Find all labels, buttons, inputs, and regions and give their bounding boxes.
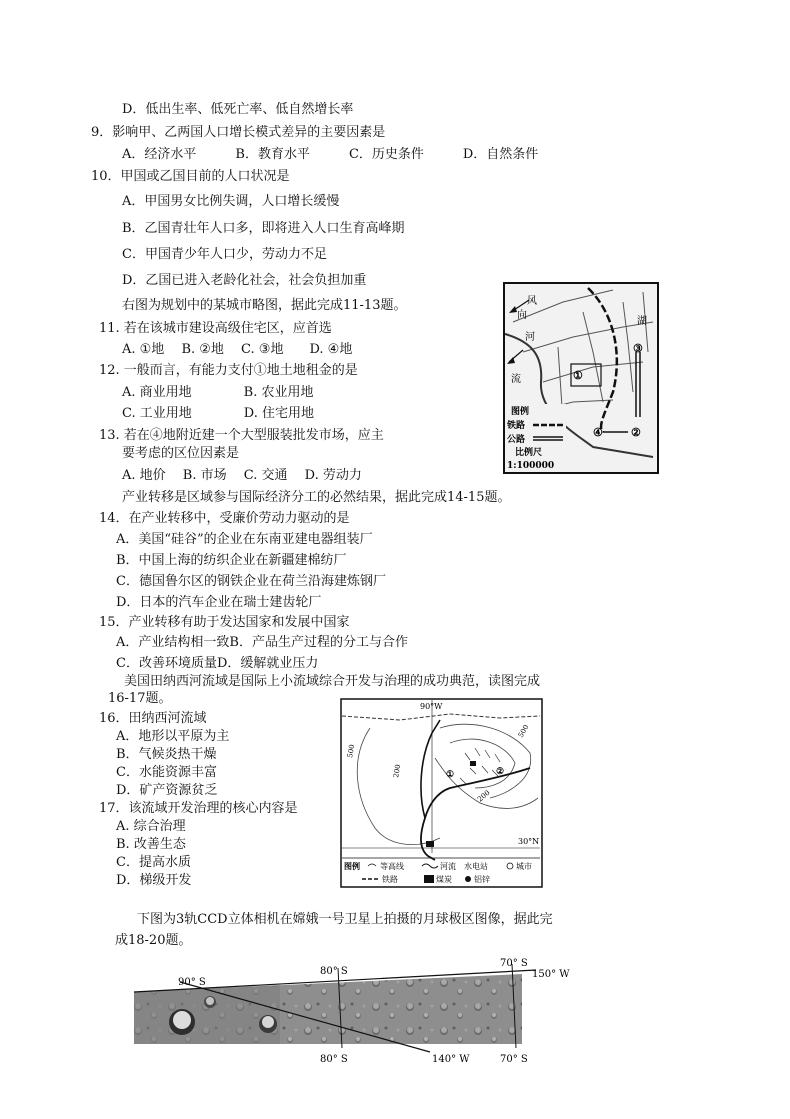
intro-14-15: 产业转移是区域参与国际经济分工的必然结果，据此完成14-15题。 [122, 490, 511, 505]
map-label-he: 河 [525, 332, 535, 343]
map-label-hu: 湖 [637, 316, 647, 327]
question-13-options: A. 地价 B. 市场 C. 交通 D. 劳动力 [122, 468, 362, 483]
contour-label-500-west: 500 [346, 743, 357, 759]
q8-option-d: D．低出生率、低死亡率、低自然增长率 [122, 102, 354, 117]
question-14-option-b: B．中国上海的纺织企业在新疆建棉纺厂 [116, 553, 347, 568]
question-10-option-d: D．乙国已进入老龄化社会，社会负担加重 [122, 273, 367, 288]
intro-18-20-cont: 成18-20题。 [115, 933, 192, 948]
question-13-cont: 要考虑的区位因素是 [122, 446, 240, 461]
label-150w: 150° W [532, 969, 570, 980]
contour-label-500-east: 500 [516, 723, 531, 739]
legend-contour: 等高线 [380, 862, 404, 871]
question-16-option-b: B．气候炎热干燥 [116, 747, 217, 762]
map-marker-3: ③ [633, 342, 643, 355]
label-70s-bottom: 70° S [500, 1054, 528, 1065]
question-17-option-d: D．梯级开发 [116, 873, 192, 888]
question-15-options-ab: A．产业结构相一致B．产品生产过程的分工与合作 [116, 635, 408, 650]
question-10-option-a: A．甲国男女比例失调，人口增长缓慢 [122, 194, 340, 209]
label-70s-top: 70° S [500, 958, 528, 969]
question-10-option-c: C．甲国青少年人口少，劳动力不足 [122, 247, 327, 262]
contour-label-200-west: 200 [392, 763, 403, 779]
legend-city: 城市 [516, 862, 532, 871]
question-9: 9．影响甲、乙两国人口增长模式差异的主要因素是 [91, 125, 386, 140]
map-label-30n: 30°N [518, 837, 540, 846]
question-11-options: A. ①地 B. ②地 C. ③地 D. ④地 [122, 342, 353, 357]
question-15-options-cd: C．改善环境质量D．缓解就业压力 [116, 656, 319, 671]
map-scale-value: 1:100000 [507, 461, 555, 471]
intro-16-17-cont: 16-17题。 [108, 691, 172, 706]
legend-title: 图例 [344, 861, 360, 871]
intro-11-13: 右图为规划中的某城市略图，据此完成11-13题。 [122, 298, 407, 313]
question-10-option-b: B．乙国青壮年人口多，即将进入人口生育高峰期 [122, 221, 405, 236]
question-13: 13. 若在④地附近建一个大型服装批发市场，应主 [99, 428, 384, 443]
map-marker-4: ④ [593, 426, 603, 439]
question-9-options: A．经济水平 B．教育水平 C．历史条件 D．自然条件 [122, 147, 539, 162]
map-label-liu: 流 [511, 374, 521, 385]
intro-18-20: 下图为3轨CCD立体相机在嫦娥一号卫星上拍摄的月球极区图像，据此完 [137, 912, 553, 927]
map-marker-1: ① [573, 369, 583, 382]
map-marker-2: ② [631, 426, 641, 439]
question-17-option-b: B. 改善生态 [116, 837, 186, 852]
question-17-option-c: C．提高水质 [116, 855, 191, 870]
legend-coal: 煤炭 [436, 875, 452, 884]
question-16-option-a: A．地形以平原为主 [116, 729, 230, 744]
intro-16-17: 美国田纳西河流域是国际上小流域综合开发与治理的成功典范，读图完成 [124, 674, 541, 689]
question-12: 12. 一般而言，有能力支付①地土地租金的是 [99, 363, 358, 378]
question-12-options-ab: A. 商业用地 B. 农业用地 [122, 385, 314, 400]
question-15: 15．产业转移有助于发达国家和发展中国家 [99, 615, 350, 630]
map-label-xiang: 向 [517, 310, 527, 321]
question-14-option-c: C．德国鲁尔区的钢铁企业在荷兰沿海建炼钢厂 [116, 574, 386, 589]
map-legend-highway: 公路 [507, 435, 526, 445]
map-marker-2: ② [496, 767, 505, 777]
label-140w: 140° W [432, 1054, 470, 1065]
question-16-option-c: C．水能资源丰富 [116, 765, 217, 780]
label-80s-top: 80° S [320, 966, 348, 977]
question-14: 14．在产业转移中，受廉价劳动力驱动的是 [99, 511, 350, 526]
map-legend-railway: 铁路 [507, 421, 526, 431]
city-map [503, 282, 659, 474]
question-16-option-d: D．矿产资源贫乏 [116, 783, 218, 798]
tennessee-river-map [340, 698, 543, 888]
question-14-option-d: D．日本的汽车企业在瑞士建齿轮厂 [116, 595, 322, 610]
question-14-option-a: A．美国“硅谷”的企业在东南亚建电器组装厂 [116, 532, 373, 547]
label-80s-bottom: 80° S [320, 1054, 348, 1065]
legend-railway: 铁路 [382, 875, 398, 884]
map-label-feng: 风 [527, 296, 537, 307]
contour-label-200-east: 200 [476, 788, 492, 804]
question-16: 16．田纳西河流域 [99, 711, 207, 726]
legend-aluminum-zinc: 铝锌 [474, 875, 490, 884]
legend-river: 河流 [440, 862, 456, 871]
lunar-polar-image [130, 952, 580, 1068]
question-12-options-cd: C. 工业用地 D. 住宅用地 [122, 406, 314, 421]
map-legend-title: 图例 [511, 407, 530, 417]
question-11: 11. 若在该城市建设高级住宅区，应首选 [99, 321, 332, 336]
map-legend-scale: 比例尺 [515, 448, 543, 458]
legend-hydro: 水电站 [464, 862, 488, 871]
map-marker-1: ① [446, 770, 455, 780]
question-17: 17．该流域开发治理的核心内容是 [99, 801, 298, 816]
label-90s: 90° S [178, 977, 206, 988]
map-label-90w: 90°W [420, 702, 443, 711]
question-17-option-a: A. 综合治理 [116, 819, 186, 834]
question-10: 10．甲国或乙国目前的人口状况是 [91, 169, 290, 184]
